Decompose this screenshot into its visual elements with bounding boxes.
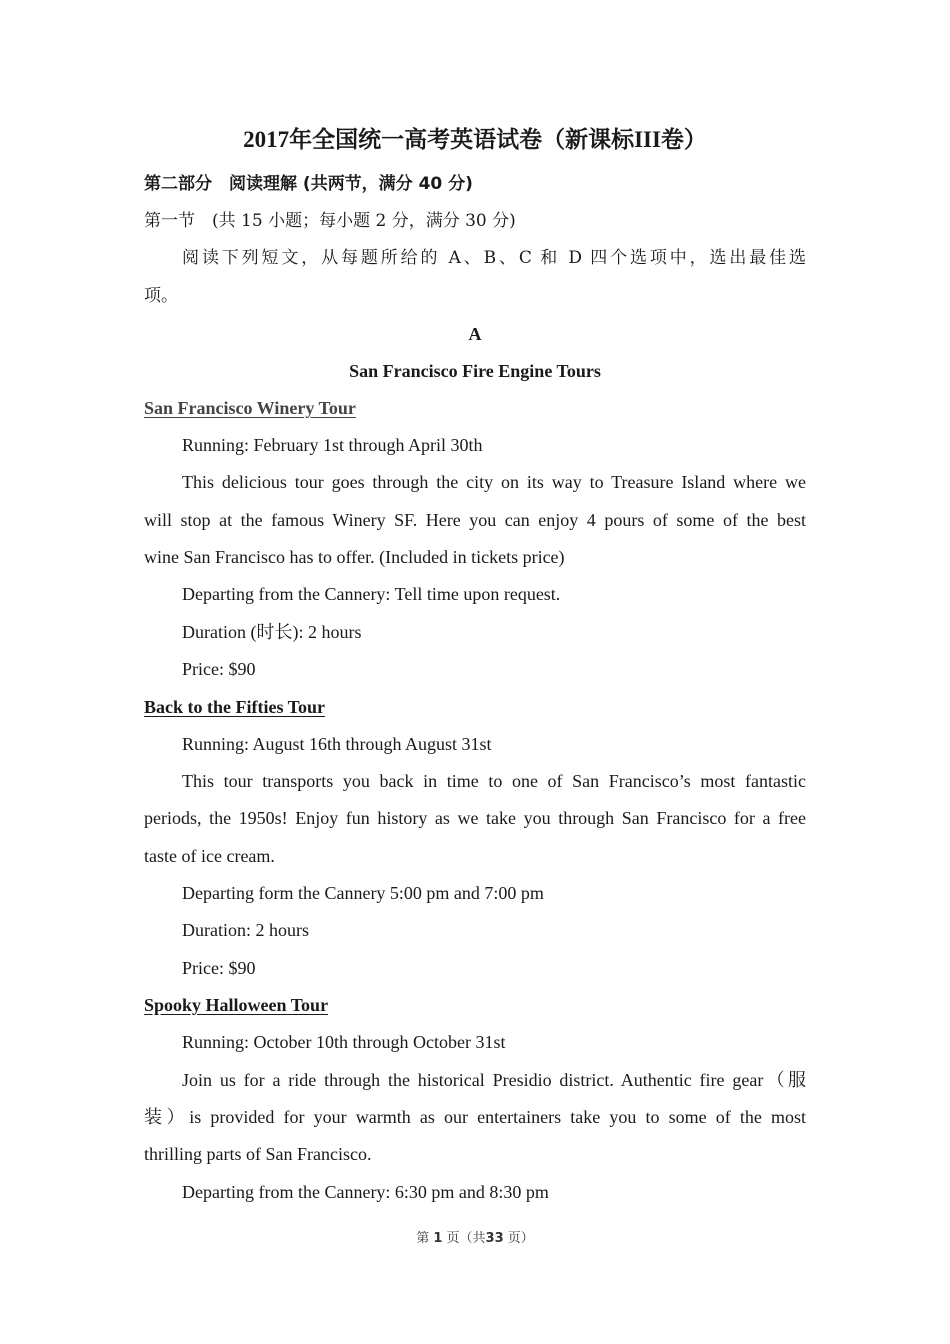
instructions-line-2: 项。 <box>144 286 178 306</box>
tour-description-line: 装）is provided for your warmth as our entertainers take you to some of the most <box>144 1107 806 1127</box>
tour-description-line: thrilling parts of San Francisco. <box>144 1144 372 1164</box>
tour-running: Running: October 10th through October 31st <box>182 1032 506 1052</box>
tour-price: Price: $90 <box>182 958 256 978</box>
footer-page-number: 1 <box>433 1231 443 1246</box>
tour-departing: Departing form the Cannery 5:00 pm and 7:00 pm <box>182 883 544 903</box>
section-heading: 第一节 (共 15 小题；每小题 2 分，满分 30 分) <box>144 211 516 231</box>
footer-prefix: 第 <box>416 1231 430 1246</box>
page-footer <box>0 1227 950 1246</box>
footer-total-pages: 33 <box>485 1231 504 1246</box>
tour-running: Running: February 1st through April 30th <box>182 435 483 455</box>
tour-description-line: will stop at the famous Winery SF. Here you can enjoy 4 pours of some of the best <box>144 510 806 530</box>
passage-title: San Francisco Fire Engine Tours <box>349 361 601 381</box>
footer-suffix: 页） <box>507 1231 534 1246</box>
part-heading: 第二部分 阅读理解 (共两节，满分 40 分) <box>144 174 473 194</box>
tour-departing: Departing from the Cannery: Tell time upon request. <box>182 584 561 604</box>
tour-heading-winery: San Francisco Winery Tour <box>144 398 356 418</box>
passage-letter: A <box>468 324 482 344</box>
tour-description-line: This delicious tour goes through the city on its way to Treasure Island where we <box>182 472 806 492</box>
tour-duration: Duration (时长): 2 hours <box>182 622 362 642</box>
page-title: 2017年全国统一高考英语试卷（新课标III卷） <box>243 127 707 152</box>
tour-description-line: This tour transports you back in time to one of San Francisco’s most fantastic <box>182 771 806 791</box>
tour-description-line: wine San Francisco has to offer. (Included in tickets price) <box>144 547 565 567</box>
tour-description-line: taste of ice cream. <box>144 846 275 866</box>
instructions-line-1: 阅读下列短文，从每题所给的 A、B、C 和 D 四个选项中，选出最佳选 <box>182 248 806 268</box>
tour-price: Price: $90 <box>182 659 256 679</box>
tour-description-line: periods, the 1950s! Enjoy fun history as we take you through San Francisco for a free <box>144 808 806 828</box>
footer-middle: 页（共 <box>446 1231 486 1246</box>
tour-departing: Departing from the Cannery: 6:30 pm and 8:30 pm <box>182 1182 549 1202</box>
tour-description-line: Join us for a ride through the historical Presidio district. Authentic fire gear（服 <box>182 1070 806 1090</box>
tour-running: Running: August 16th through August 31st <box>182 734 492 754</box>
tour-duration: Duration: 2 hours <box>182 920 309 940</box>
tour-heading-fifties: Back to the Fifties Tour <box>144 697 326 717</box>
tour-heading-halloween: Spooky Halloween Tour <box>144 995 329 1015</box>
